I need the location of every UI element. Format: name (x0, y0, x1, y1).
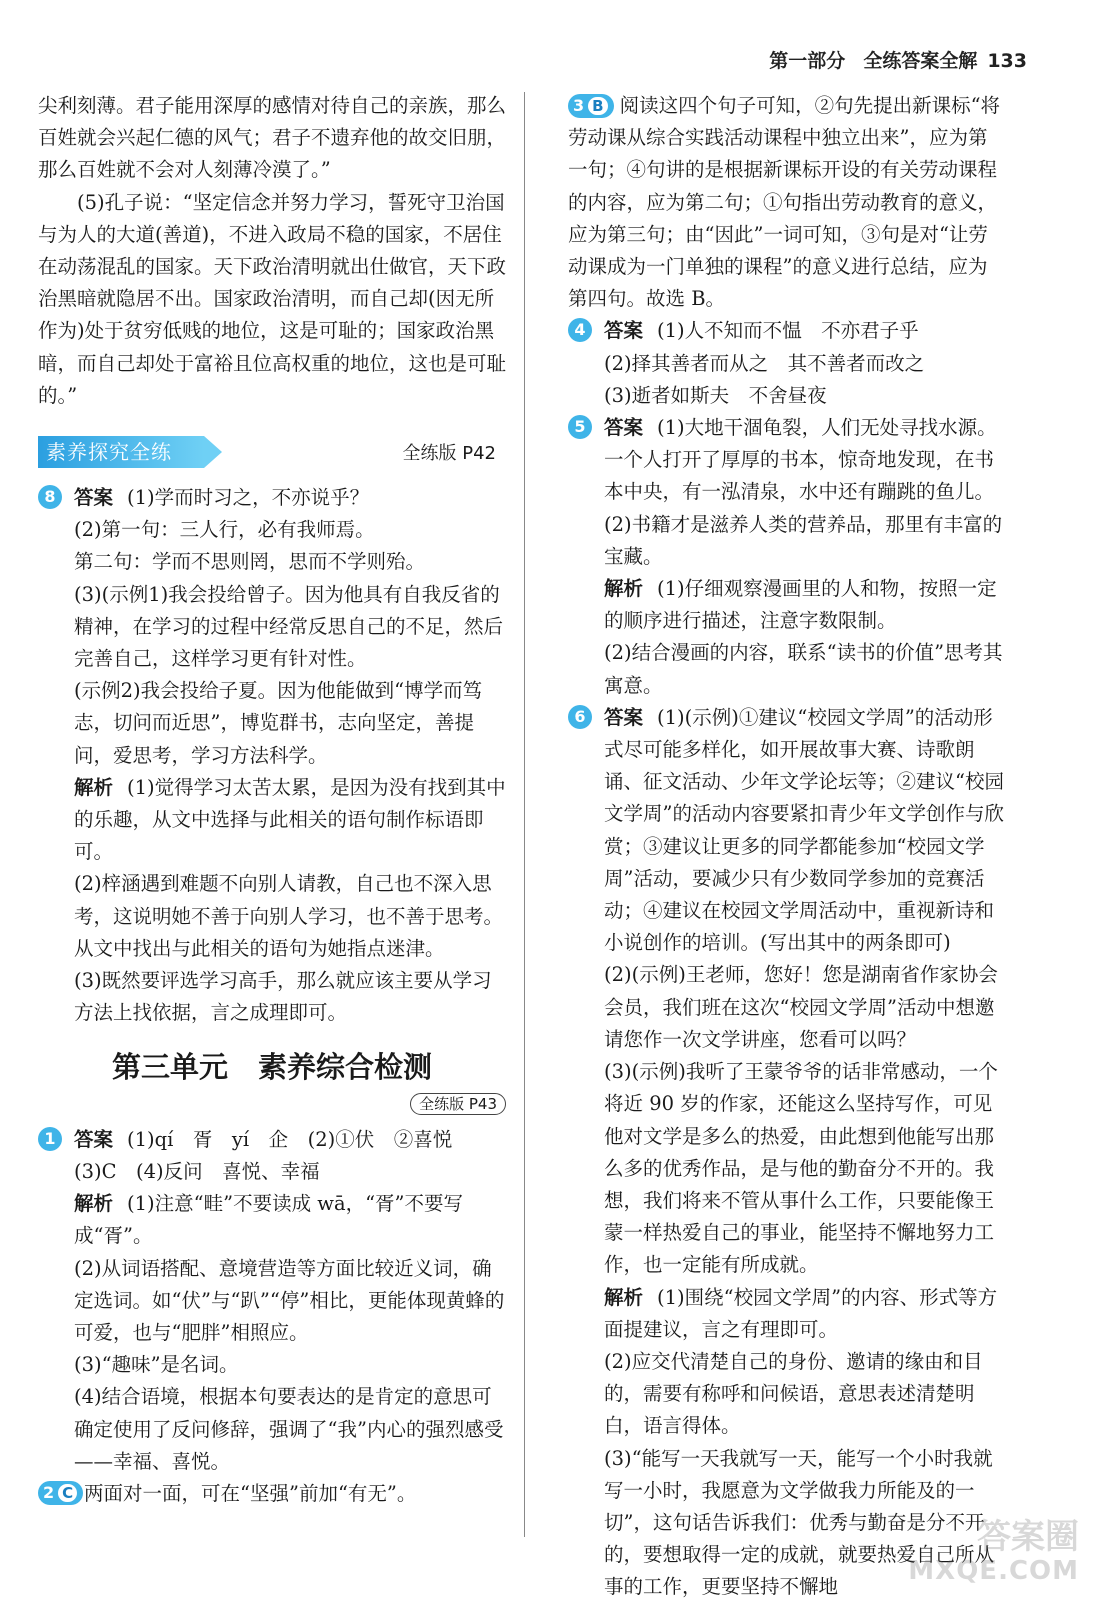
unit-title-b: 素养综合检测 (258, 1050, 433, 1085)
banner-label: 素养探究全练 (38, 436, 204, 468)
question-number-badge: 6 (568, 705, 592, 729)
analysis-line: (1)仔细观察漫画里的人和物，按照一定的顺序进行描述，注意字数限制。 (604, 577, 997, 633)
analysis-line: (2)结合漫画的内容，联系“读书的价值”思考其寓意。 (604, 641, 1003, 697)
analysis-tag: 解析 (74, 1192, 114, 1216)
choice-letter: B (588, 97, 607, 115)
analysis-tag: 解析 (604, 577, 644, 601)
answer-tag: 答案 (604, 319, 644, 343)
paragraph-5: (5)孔子说：“坚定信念并努力学习，誓死守卫治国与为人的大道(善道)，不进入政局不稳的国家，不居住在动荡混乱的国家。天下政治清明就出仕做官，天下政治黑暗就隐居不出。国家政治清明，而自己却(因无所作为)处于贫穷低贱的地位，这是可耻的；国家政治黑暗，而自己却处于富裕且位高权重的地位，这也是可耻的。” (38, 190, 507, 407)
question-3-text: 阅读这四个句子可知，②句先提出新课标“将劳动课从综合实践活动课程中独立出来”，应为第一句；④句讲的是根据新课标开设的有关劳动课程的内容，应为第二句；①句指出劳动教育的意义，应为第三句；由“因此”一词可知，③句是对“让劳动课成为一门单独的课程”的意义进行总结，应为第四句。故选 B。 (568, 94, 1001, 311)
question-number: 2 (43, 1482, 55, 1502)
answer-tag: 答案 (74, 1127, 114, 1151)
analysis-line: (1)围绕“校园文学周”的内容、形式等方面提建议，言之有理即可。 (604, 1285, 998, 1341)
answer-line: (1)人不知而不愠 不亦君子乎 (657, 319, 919, 343)
column-divider (524, 92, 525, 1537)
question-6 (568, 702, 1004, 1604)
answer-line: (3)逝者如斯夫 不舍昼夜 (604, 383, 827, 407)
question-4 (568, 315, 1004, 412)
answer-line: (2)书籍才是滋养人类的营养品，那里有丰富的宝藏。 (604, 512, 1003, 568)
question-number-badge: 1 (38, 1127, 62, 1151)
question-number-badge (38, 1481, 83, 1505)
analysis-line: (3)“能写一天我就写一天，能写一个小时我就写一小时，我愿意为文学做我力所能及的一切”，这句话告诉我们：优秀与勤奋是分不开的，要想取得一定的成就，就要热爱自己所从事的工作，更要坚持不懈地 (604, 1446, 995, 1599)
analysis-line: (4)结合语境，根据本句要表达的是肯定的意思可确定使用了反问修辞，强调了“我”内心的强烈感受——幸福、喜悦。 (74, 1385, 504, 1473)
answer-line: (3)(示例1)我会投给曾子。因为他具有自我反省的精神，在学习的过程中经常反思自己的不足，然后完善自己，这样学习更有针对性。 (74, 582, 504, 671)
answer-line: (2)第一句：三人行，必有我师焉。 (74, 518, 375, 542)
analysis-line: (1)注意“畦”不要读成 wā，“胥”不要写成“胥”。 (74, 1192, 464, 1248)
analysis-line: (2)梓涵遇到难题不向别人请教，自己也不深入思考，这说明她不善于向别人学习，也不善于思考。从文中找出与此相关的语句为她指点迷津。 (74, 872, 504, 960)
answer-line: (1)qí 胥 yí 企 (2)①伏 ②喜悦 (127, 1127, 453, 1151)
unit-title-a: 第三单元 (111, 1050, 228, 1085)
watermark-logo (889, 1518, 1079, 1588)
answer-line: 第二句：学而不思则罔，思而不学则殆。 (74, 550, 426, 574)
unit-title (38, 1047, 506, 1087)
right-column (568, 90, 1004, 1604)
question-2-text: 两面对一面，可在“坚强”前加“有无”。 (84, 1481, 417, 1505)
watermark-line-2: MXQE.COM (908, 1556, 1079, 1586)
answer-line: (示例2)我会投给子夏。因为他能做到“博学而笃志，切问而近思”，博览群书，志向坚定，善提问，爱思考，学习方法科学。 (74, 679, 483, 767)
analysis-line: (2)从词语搭配、意境营造等方面比较近义词，确定选词。如“伏”与“趴”“停”相比，更能体现黄蜂的可爱，也与“肥胖”相照应。 (74, 1256, 505, 1344)
question-3 (568, 90, 1004, 315)
answer-line: (1)大地干涸龟裂，人们无处寻找水源。一个人打开了厚厚的书本，惊奇地发现，在书本中央，有一泓清泉，水中还有蹦跳的鱼儿。 (604, 416, 997, 504)
answer-line: (3)C (4)反问 喜悦、幸福 (74, 1159, 320, 1183)
question-8 (38, 482, 506, 1029)
banner-ref: 全练版 P42 (402, 443, 496, 465)
intro-paragraph: 尖利刻薄。君子能用深厚的感情对待自己的亲族，那么百姓就会兴起仁德的风气；君子不遗弃他的故交旧朋，那么百姓就不会对人刻薄冷漠了。” (38, 94, 507, 182)
answer-line: (1)(示例)①建议“校园文学周”的活动形式尽可能多样化，如开展故事大赛、诗歌朗诵、征文活动、少年文学论坛等；②建议“校园文学周”的活动内容要紧扣青少年文学创作与欣赏；③建议让更多的同学都能参加“校园文学周”活动，要减少只有少数同学参加的竞赛活动；④建议在校园文学周活动中，重视新诗和小说创作的培训。(写出其中的两条即可) (604, 705, 1004, 955)
answer-line: (2)择其善者而从之 其不善者而改之 (604, 351, 925, 375)
analysis-line: (2)应交代清楚自己的身份、邀请的缘由和目的，需要有称呼和问候语，意思表述清楚明白，语言得体。 (604, 1349, 983, 1438)
question-1 (38, 1124, 506, 1478)
question-number-badge: 5 (568, 415, 592, 439)
question-number-badge: 8 (38, 485, 62, 509)
choice-letter: C (58, 1484, 77, 1502)
header-title: 全练答案全解 (863, 50, 978, 72)
running-header (769, 46, 1027, 73)
watermark-line-1: 答案圈 (977, 1517, 1079, 1557)
analysis-tag: 解析 (604, 1285, 644, 1309)
analysis-tag: 解析 (74, 775, 114, 799)
answer-tag: 答案 (604, 416, 644, 440)
question-5 (568, 412, 1004, 702)
question-number: 3 (573, 96, 585, 115)
analysis-line: (3)既然要评选学习高手，那么就应该主要从学习方法上找依据，言之成理即可。 (74, 969, 492, 1025)
header-part: 第一部分 (769, 50, 846, 72)
page-number: 133 (987, 50, 1027, 72)
question-2 (38, 1478, 506, 1510)
left-column (38, 90, 506, 1510)
section-banner (38, 432, 506, 474)
analysis-line: (3)“趣味”是名词。 (74, 1353, 239, 1377)
answer-tag: 答案 (604, 705, 644, 729)
question-number-badge (568, 94, 614, 118)
answer-tag: 答案 (74, 486, 114, 510)
answer-line: (2)(示例)王老师，您好！您是湖南省作家协会会员，我们班在这次“校园文学周”活动中想邀请您作一次文学讲座，您看可以吗？ (604, 963, 998, 1051)
answer-line: (3)(示例)我听了王蒙爷爷的话非常感动，一个将近 90 岁的作家，还能这么坚持写作，可见他对文学是多么的热爱，由此想到他能写出那么多的优秀作品，是与他的勤奋分不开的。我想，我们将来不管从事什么工作，只要能像王蒙一样热爱自己的事业，能坚持不懈地努力工作，也一定能有所成就。 (604, 1060, 998, 1277)
question-number-badge: 4 (568, 318, 592, 342)
unit-ref-badge: 全练版 P43 (410, 1093, 506, 1115)
answer-line: (1)学而时习之，不亦说乎？ (127, 486, 370, 510)
analysis-line: (1)觉得学习太苦太累，是因为没有找到其中的乐趣，从文中选择与此相关的语句制作标语即可。 (74, 775, 506, 864)
